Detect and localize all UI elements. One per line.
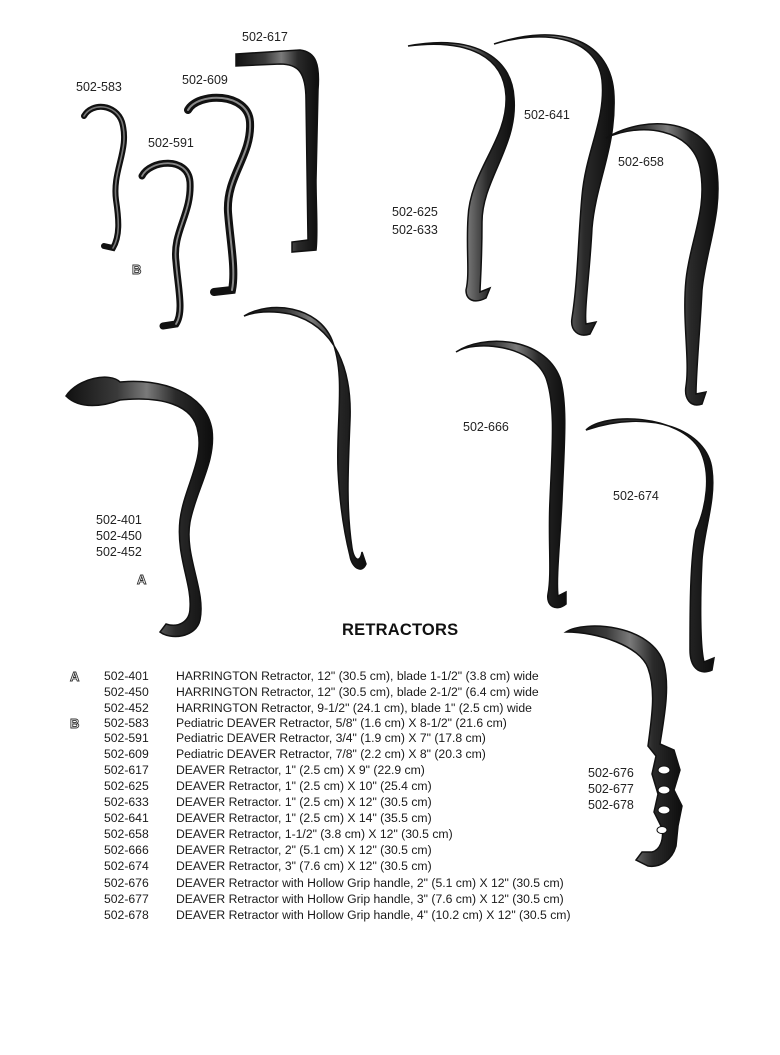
item-code: 502-452 [104, 701, 149, 715]
retractor-502-641 [494, 35, 614, 335]
retractor-502-583 [84, 107, 124, 248]
label-502-678: 502-678 [588, 798, 634, 812]
item-code: 502-633 [104, 795, 149, 809]
retractor-deaver-large [244, 308, 366, 570]
label-502-401: 502-401 [96, 513, 142, 527]
retractor-502-676 [566, 626, 682, 866]
item-description: Pediatric DEAVER Retractor, 7/8" (2.2 cm) X 8" (20.3 cm) [176, 747, 486, 761]
row-marker: B [70, 716, 80, 731]
label-502-641: 502-641 [524, 108, 570, 122]
letter-a-marker: A [137, 572, 147, 587]
item-code: 502-583 [104, 716, 149, 730]
label-502-677: 502-677 [588, 782, 634, 796]
item-code: 502-625 [104, 779, 149, 793]
item-description: DEAVER Retractor with Hollow Grip handle, 4" (10.2 cm) X 12" (30.5 cm) [176, 908, 571, 922]
label-502-658: 502-658 [618, 155, 664, 169]
retractor-502-591 [142, 163, 190, 326]
label-502-625: 502-625 [392, 205, 438, 219]
label-502-583: 502-583 [76, 80, 122, 94]
label-502-633: 502-633 [392, 223, 438, 237]
item-description: HARRINGTON Retractor, 12" (30.5 cm), blade 2-1/2" (6.4 cm) wide [176, 685, 539, 699]
page-title: RETRACTORS [342, 621, 459, 639]
label-502-609: 502-609 [182, 73, 228, 87]
label-502-591: 502-591 [148, 136, 194, 150]
item-description: DEAVER Retractor. 1" (2.5 cm) X 12" (30.5 cm) [176, 795, 432, 809]
item-description: HARRINGTON Retractor, 9-1/2" (24.1 cm), blade 1" (2.5 cm) wide [176, 701, 532, 715]
item-description: DEAVER Retractor, 1" (2.5 cm) X 9" (22.9 cm) [176, 763, 425, 777]
item-description: DEAVER Retractor, 1" (2.5 cm) X 14" (35.5 cm) [176, 811, 432, 825]
item-description: DEAVER Retractor with Hollow Grip handle, 3" (7.6 cm) X 12" (30.5 cm) [176, 892, 564, 906]
label-502-666: 502-666 [463, 420, 509, 434]
item-description: DEAVER Retractor with Hollow Grip handle, 2" (5.1 cm) X 12" (30.5 cm) [176, 876, 564, 890]
item-description: Pediatric DEAVER Retractor, 3/4" (1.9 cm) X 7" (17.8 cm) [176, 731, 486, 745]
letter-b-marker: B [132, 262, 142, 277]
item-code: 502-676 [104, 876, 149, 890]
row-marker: A [70, 669, 80, 684]
item-description: DEAVER Retractor, 1-1/2" (3.8 cm) X 12" (30.5 cm) [176, 827, 453, 841]
item-code: 502-666 [104, 843, 149, 857]
item-code: 502-609 [104, 747, 149, 761]
retractor-502-609 [188, 98, 250, 292]
item-code: 502-617 [104, 763, 149, 777]
retractor-502-625 [408, 43, 514, 301]
label-502-452: 502-452 [96, 545, 142, 559]
label-502-617: 502-617 [242, 30, 288, 44]
label-502-674: 502-674 [613, 489, 659, 503]
item-code: 502-641 [104, 811, 149, 825]
item-code: 502-658 [104, 827, 149, 841]
item-description: DEAVER Retractor, 1" (2.5 cm) X 10" (25.4 cm) [176, 779, 432, 793]
label-502-450: 502-450 [96, 529, 142, 543]
item-code: 502-401 [104, 669, 149, 683]
item-code: 502-678 [104, 908, 149, 922]
item-description: Pediatric DEAVER Retractor, 5/8" (1.6 cm) X 8-1/2" (21.6 cm) [176, 716, 507, 730]
retractor-502-666 [456, 341, 566, 607]
item-code: 502-674 [104, 859, 149, 873]
item-code: 502-591 [104, 731, 149, 745]
item-description: DEAVER Retractor, 2" (5.1 cm) X 12" (30.5 cm) [176, 843, 432, 857]
retractor-502-401 [66, 377, 213, 636]
item-code: 502-677 [104, 892, 149, 906]
item-description: DEAVER Retractor, 3" (7.6 cm) X 12" (30.5 cm) [176, 859, 432, 873]
item-description: HARRINGTON Retractor, 12" (30.5 cm), blade 1-1/2" (3.8 cm) wide [176, 669, 539, 683]
item-code: 502-450 [104, 685, 149, 699]
label-502-676: 502-676 [588, 766, 634, 780]
